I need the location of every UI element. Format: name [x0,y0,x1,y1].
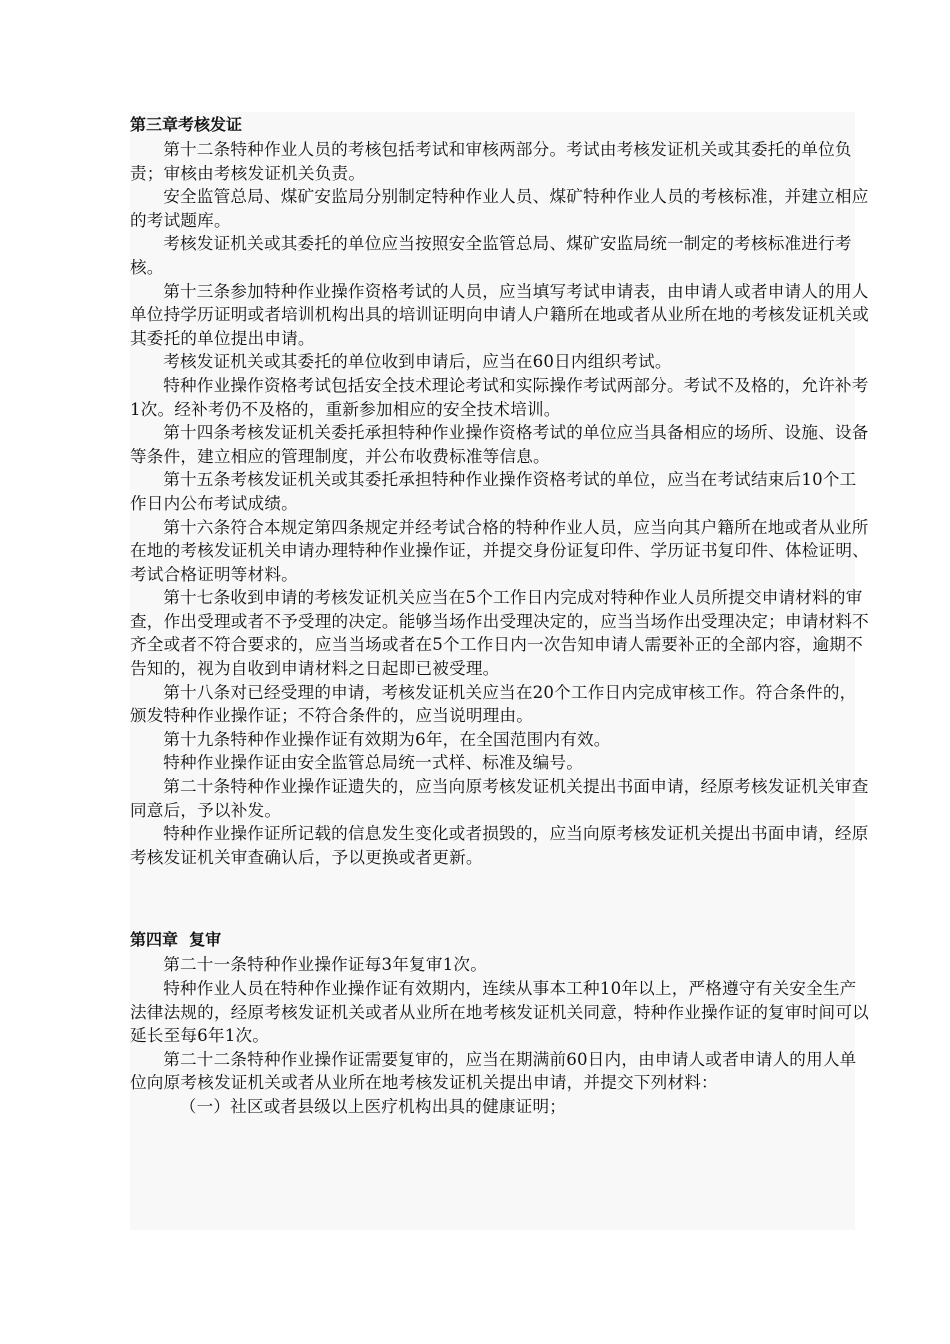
list-item-1: （一）社区或者县级以上医疗机构出具的健康证明； [179,1096,567,1116]
article-20: 第二十条特种作业操作证遗失的，应当向原考核发证机关提出书面申请，经原考核发证机关审查同意后，予以补发。 [130,777,869,820]
chapter-3-title: 第三章考核发证 [130,115,243,134]
document-content [130,112,870,1119]
article-19: 第十九条特种作业操作证有效期为6年，在全国范围内有效。 [163,729,611,749]
article-12-para-2: 安全监管总局、煤矿安监局分别制定特种作业人员、煤矿特种作业人员的考核标准，并建立相应的考试题库。 [130,187,869,230]
article-15: 第十五条考核发证机关或其委托承担特种作业操作资格考试的单位，应当在考试结束后10个工作日内公布考试成绩。 [130,470,857,513]
article-13-para-2: 考核发证机关或其委托的单位收到申请后，应当在60日内组织考试。 [163,352,672,372]
article-16: 第十六条符合本规定第四条规定并经考试合格的特种作业人员，应当向其户籍所在地或者从业所在地的考核发证机关申请办理特种作业操作证，并提交身份证复印件、学历证书复印件、体检证明、考试合格证明等材料。 [130,517,869,584]
article-22: 第二十二条特种作业操作证需要复审的，应当在期满前60日内，由申请人或者申请人的用人单位向原考核发证机关或者从业所在地考核发证机关提出申请，并提交下列材料： [130,1049,857,1093]
article-13: 第十三条参加特种作业操作资格考试的人员，应当填写考试申请表，由申请人或者申请人的用人单位持学历证明或者培训机构出具的培训证明向申请人户籍所在地或者从业所在地的考核发证机关或其委托的单位提出申请。 [130,281,869,348]
chapter-4-body [130,953,870,1118]
article-21: 第二十一条特种作业操作证每3年复审1次。 [163,955,487,975]
article-12-para-3: 考核发证机关或其委托的单位应当按照安全监管总局、煤矿安监局统一制定的考核标准进行考核。 [130,234,852,277]
chapter-4-title: 第四章 复审 [130,930,222,950]
article-14: 第十四条考核发证机关委托承担特种作业操作资格考试的单位应当具备相应的场所、设施、设备等条件，建立相应的管理制度，并公布收费标准等信息。 [130,423,869,466]
article-18: 第十八条对已经受理的申请，考核发证机关应当在20个工作日内完成审核工作。符合条件的，颁发特种作业操作证；不符合条件的，应当说明理由。 [130,682,857,726]
article-20-para-2: 特种作业操作证所记载的信息发生变化或者损毁的，应当向原考核发证机关提出书面申请，经原考核发证机关审查确认后，予以更换或者更新。 [130,824,869,867]
section-gap [130,869,870,927]
article-19-para-2: 特种作业操作证由安全监管总局统一式样、标准及编号。 [163,753,584,773]
article-17: 第十七条收到申请的考核发证机关应当在5个工作日内完成对特种作业人员所提交申请材料的审查，作出受理或者不予受理的决定。能够当场作出受理决定的，应当当场作出受理决定；申请材料不齐全或者不符合要求的，应当当场或者在5个工作日内一次告知申请人需要补正的全部内容，逾期不告知的，视为自收到申请材料之日起即已被受理。 [130,588,869,679]
article-21-para-2: 特种作业人员在特种作业操作证有效期内，连续从事本工种10年以上，严格遵守有关安全生产法律法规的，经原考核发证机关或者从业所在地考核发证机关同意，特种作业操作证的复审时间可以延长至每6年1次。 [130,979,869,1046]
article-12: 第十二条特种作业人员的考核包括考试和审核两部分。考试由考核发证机关或其委托的单位负责；审核由考核发证机关负责。 [130,140,852,183]
document-page [130,112,869,1230]
chapter-3-body [130,138,870,869]
article-13-para-3: 特种作业操作资格考试包括安全技术理论考试和实际操作考试两部分。考试不及格的，允许补考1次。经补考仍不及格的，重新参加相应的安全技术培训。 [130,375,869,419]
